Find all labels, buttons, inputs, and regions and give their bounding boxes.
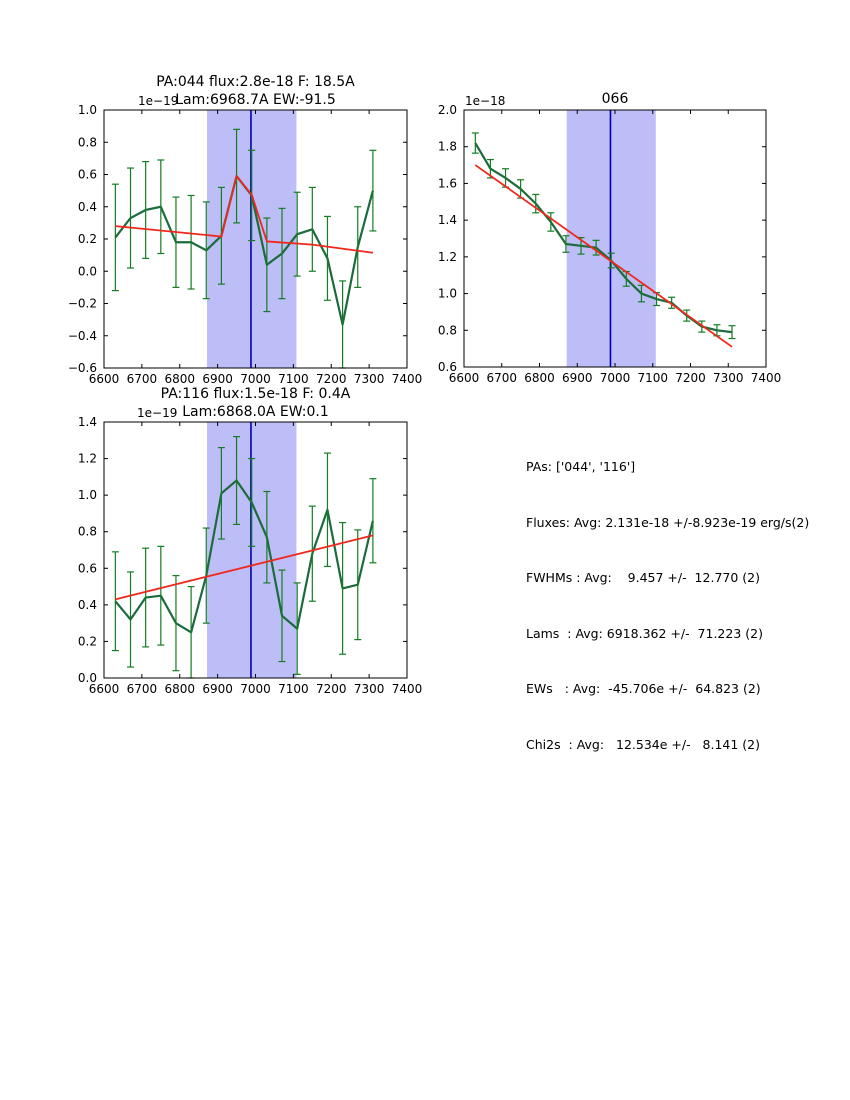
x-tick-label: 7200: [315, 682, 347, 696]
x-tick-label: 7400: [391, 372, 423, 386]
error-bar: [188, 587, 195, 678]
y-tick-label: 0.6: [437, 360, 457, 374]
y-axis-offset-label: 1e−19: [137, 406, 178, 420]
x-tick-label: 7300: [712, 371, 744, 385]
error-bar: [369, 150, 376, 231]
error-bar: [127, 572, 134, 667]
x-tick-label: 7100: [278, 372, 309, 386]
error-bar: [324, 453, 331, 566]
stats-line-fwhms: FWHMs : Avg: 9.457 +/- 12.770 (2): [526, 570, 760, 585]
x-tick-label: 6700: [126, 372, 158, 386]
y-tick-label: 1.2: [437, 249, 457, 264]
x-tick-label: 6800: [164, 372, 196, 386]
x-tick-label: 7100: [278, 682, 309, 696]
y-tick-label: −0.2: [67, 296, 97, 311]
x-tick-label: 6600: [88, 682, 120, 696]
error-bar: [339, 281, 346, 368]
plot-title: 066: [601, 91, 629, 107]
y-axis-offset-label: 1e−18: [465, 94, 506, 108]
subplot-pa116: [78, 386, 422, 696]
y-axis-offset-label: 1e−19: [138, 94, 179, 108]
subplot-066: [438, 91, 781, 385]
y-tick-label: 0.0: [77, 264, 97, 279]
stats-line-lams: Lams : Avg: 6918.362 +/- 71.223 (2): [526, 625, 763, 641]
plot-title: PA:116 flux:1.5e-18 F: 0.4A: [160, 386, 351, 402]
x-tick-label: 7000: [599, 371, 631, 385]
y-tick-label: 0.8: [77, 524, 97, 539]
y-tick-label: 1.4: [77, 415, 97, 429]
y-tick-label: 1.0: [77, 103, 97, 117]
y-tick-label: 1.6: [437, 176, 457, 191]
y-tick-label: 1.0: [437, 286, 457, 301]
x-tick-label: 7400: [750, 371, 782, 385]
error-bar: [112, 552, 119, 651]
error-bar: [547, 213, 554, 231]
x-tick-label: 7000: [240, 682, 271, 696]
y-tick-label: 1.0: [77, 488, 97, 503]
y-tick-label: 0.2: [77, 232, 97, 246]
error-bar: [309, 506, 316, 601]
x-tick-label: 6900: [561, 371, 593, 385]
y-tick-label: 0.0: [77, 671, 97, 685]
x-tick-label: 6600: [88, 372, 120, 386]
x-tick-label: 7000: [240, 372, 271, 386]
stats-panel: [526, 424, 809, 787]
y-tick-label: 2.0: [437, 103, 457, 117]
subplot-pa044: [68, 74, 422, 386]
plot-title: PA:044 flux:2.8e-18 F: 18.5A: [156, 74, 355, 90]
x-tick-label: 6900: [202, 372, 233, 386]
y-tick-label: 1.4: [437, 213, 457, 228]
x-tick-label: 6700: [126, 682, 158, 696]
error-bar: [127, 168, 134, 268]
y-tick-label: −0.6: [67, 361, 97, 375]
x-tick-label: 6600: [448, 371, 480, 385]
x-tick-label: 7400: [391, 682, 423, 696]
y-tick-label: 0.4: [77, 199, 97, 214]
y-tick-label: 0.2: [77, 634, 97, 649]
y-tick-label: 1.8: [437, 139, 457, 154]
x-tick-label: 6700: [486, 371, 518, 385]
plot-title: Lam:6968.7A EW:-91.5: [175, 92, 336, 108]
x-tick-label: 7300: [353, 372, 385, 386]
x-tick-label: 6900: [202, 682, 233, 696]
plot-title: Lam:6868.0A EW:0.1: [182, 404, 329, 420]
x-tick-label: 7300: [353, 682, 385, 696]
stats-line-chi2s: Chi2s : Avg: 12.534e +/- 8.141 (2): [526, 736, 760, 752]
y-tick-label: 0.6: [77, 167, 97, 182]
stats-line-fluxes: Fluxes: Avg: 2.131e-18 +/-8.923e-19 erg/s(2): [526, 514, 810, 530]
x-tick-label: 6800: [524, 371, 555, 385]
y-tick-label: 0.8: [77, 135, 97, 150]
error-bar: [172, 576, 179, 671]
stats-line-ews: EWs : Avg: -45.706e +/- 64.823 (2): [526, 681, 761, 696]
x-tick-label: 7100: [637, 371, 669, 385]
error-bar: [472, 133, 479, 153]
error-bar: [112, 184, 119, 290]
y-tick-label: 1.2: [77, 451, 97, 466]
error-bar: [324, 216, 331, 300]
stats-line-pas: PAs: ['044', '116']: [526, 459, 636, 474]
x-tick-label: 7200: [315, 372, 347, 386]
error-bar: [354, 207, 361, 288]
x-tick-label: 6800: [164, 682, 196, 696]
y-tick-label: 0.8: [437, 323, 457, 338]
y-tick-label: 0.6: [77, 561, 97, 576]
error-bar: [369, 479, 376, 563]
y-tick-label: −0.4: [67, 328, 97, 343]
y-tick-label: 0.4: [77, 597, 97, 612]
x-tick-label: 7200: [675, 371, 706, 385]
